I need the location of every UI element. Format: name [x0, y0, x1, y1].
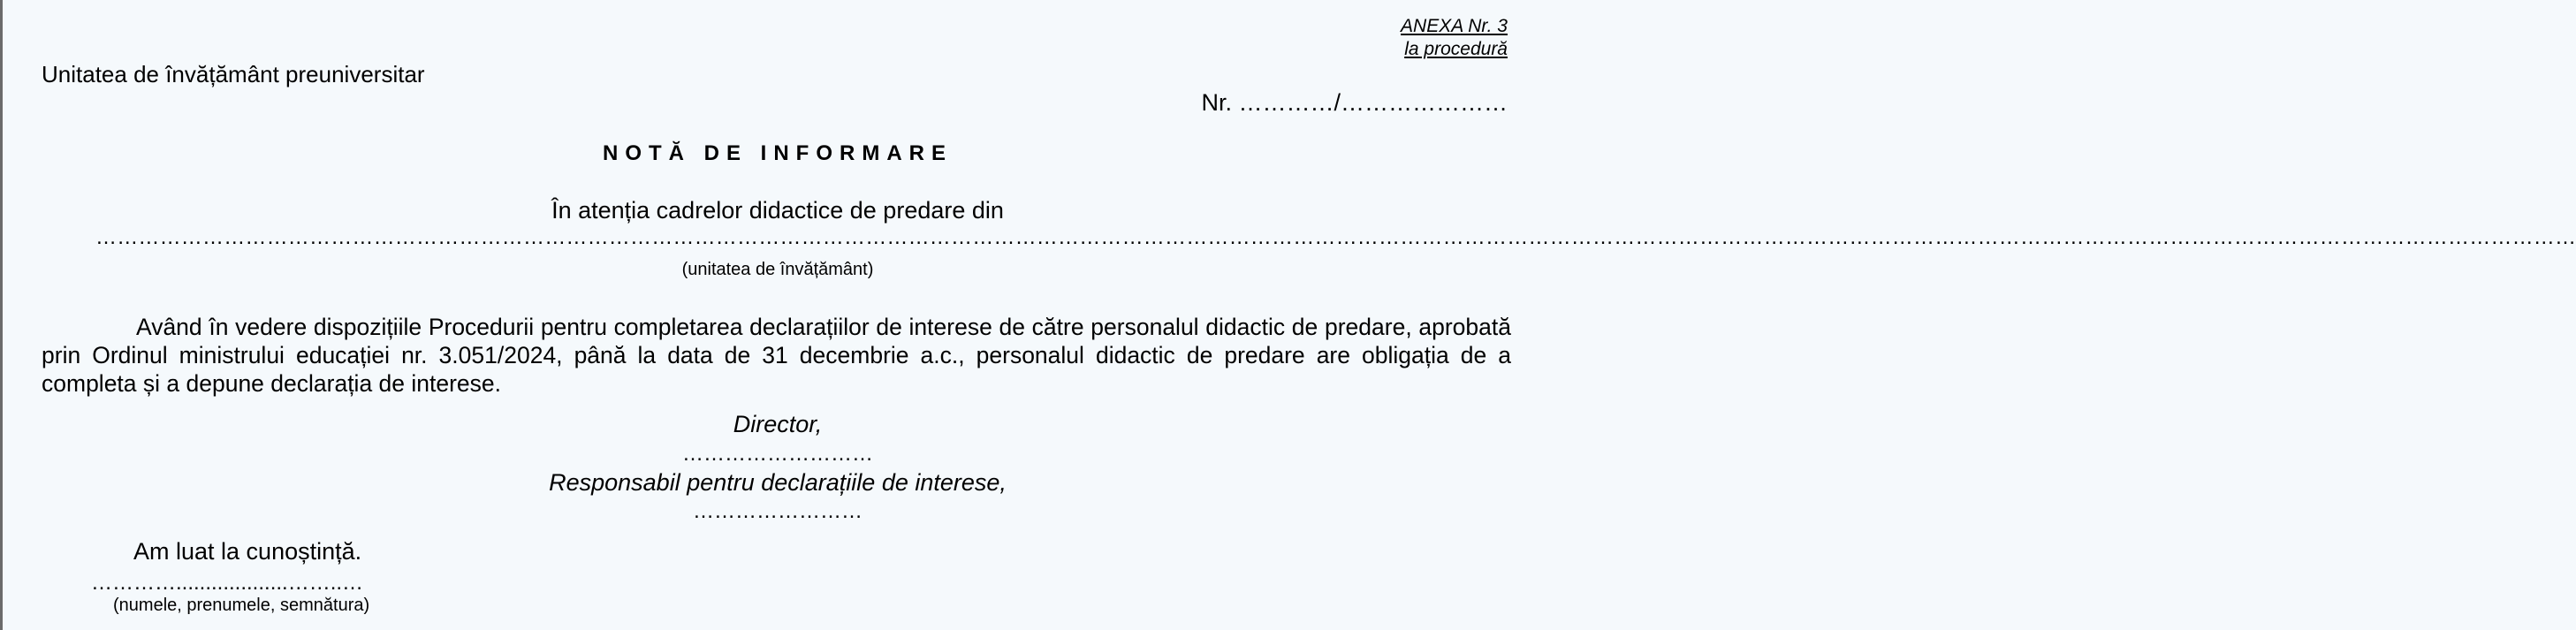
body-paragraph-container: [42, 313, 1511, 398]
annex-number: ANEXA Nr. 3: [1401, 16, 1508, 36]
institution-name: Unitatea de învățământ preuniversitar: [42, 61, 425, 87]
registration-number-line: Nr. …………/…………………: [1201, 89, 1508, 116]
signature-caption: (numele, prenumele, semnătura): [113, 596, 370, 615]
responsible-signature-blank: ……………………: [693, 499, 862, 523]
unit-caption: (unitatea de învățământ): [681, 260, 874, 279]
director-label: Director,: [733, 411, 823, 437]
body-paragraph: Având în vedere dispozițiile Procedurii pentru completarea declarațiilor de interese de către personalul didactic de predare, aprobată prin Ordinul ministrului educației nr. 3.051/2024, până la data de 31 decembrie a.c., personalul didactic de predare are obligația de a completa și a depune declarația de interese.: [42, 314, 1511, 397]
responsible-label: Responsabil pentru declarațiile de interese,: [549, 469, 1007, 496]
document-title: NOTĂ DE INFORMARE: [603, 141, 953, 165]
signature-blank: …………...................……..…: [91, 571, 364, 595]
annex-reference: [1401, 15, 1508, 61]
annex-procedure: la procedură: [1404, 39, 1508, 59]
unit-name-blank: ……………………………………………………………………………………………………………………………………………………………………………………………………………………………………………………………………………………………………………………: [95, 225, 2576, 249]
director-signature-blank: ………………………: [682, 442, 873, 466]
attention-line: În atenția cadrelor didactice de predare din: [551, 197, 1004, 224]
acknowledgement-text: Am luat la cunoștință.: [133, 538, 362, 565]
